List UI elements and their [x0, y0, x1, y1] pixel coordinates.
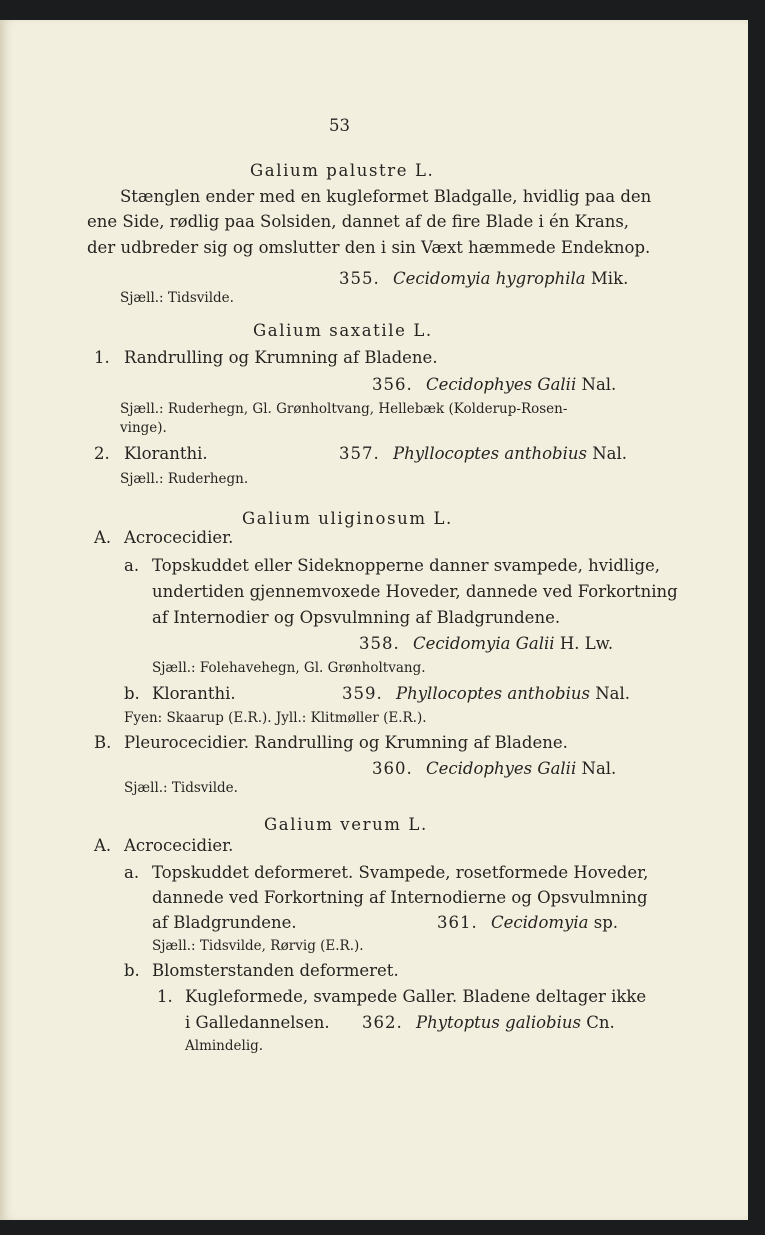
species-name: Cecidomyia hygrophila: [393, 269, 586, 288]
species-number: 357.: [339, 444, 380, 463]
description-line: Topskuddet eller Sideknopperne danner svampede, hvidlige,: [152, 556, 661, 575]
group-text: Pleurocecidier. Randrulling og Krumning af Bladene.: [124, 733, 568, 752]
sub-label: b.: [124, 684, 140, 703]
item-label: 1.: [157, 987, 173, 1006]
sub-label: a.: [124, 556, 140, 575]
species-name: Phyllocoptes anthobius: [393, 444, 587, 463]
section-heading: Galium uliginosum L.: [242, 509, 453, 528]
species-entry: [372, 759, 616, 778]
species-number: 358.: [359, 634, 400, 653]
species-number: 361.: [437, 913, 478, 932]
species-author: Mik.: [590, 269, 629, 288]
species-author: Nal.: [581, 375, 617, 394]
species-entry: [437, 913, 618, 932]
species-number: 360.: [372, 759, 413, 778]
species-number: 362.: [362, 1013, 403, 1032]
species-author: sp.: [593, 913, 619, 932]
species-name: Cecidomyia: [491, 913, 589, 932]
description-line: af Internodier og Opsvulmning af Bladgrundene.: [152, 608, 561, 627]
section-heading: Galium verum L.: [264, 815, 428, 834]
description-line: Topskuddet deformeret. Svampede, rosetformede Hoveder,: [152, 863, 649, 882]
group-label: B.: [94, 733, 112, 752]
description-line: undertiden gjennemvoxede Hoveder, dannede ved Forkortning: [152, 582, 678, 601]
locality: Sjæll.: Folehavehegn, Gl. Grønholtvang.: [152, 660, 426, 676]
group-label: A.: [94, 836, 112, 855]
description-line: dannede ved Forkortning af Internodierne og Opsvulmning: [152, 888, 648, 907]
locality: Sjæll.: Tidsvilde.: [120, 290, 234, 306]
item-label: 1.: [94, 348, 110, 367]
locality: Fyen: Skaarup (E.R.). Jyll.: Klitmøller (E.R.).: [124, 710, 427, 726]
item-label: 2.: [94, 444, 110, 463]
species-author: Nal.: [581, 759, 617, 778]
sub-label: a.: [124, 863, 140, 882]
species-number: 355.: [339, 269, 380, 288]
group-text: Acrocecidier.: [124, 836, 234, 855]
species-entry: [359, 634, 613, 653]
page-number: 53: [329, 116, 350, 135]
species-entry: [362, 1013, 615, 1032]
description-line: Kugleformede, svampede Galler. Bladene deltager ikke: [185, 987, 647, 1006]
sub-label: b.: [124, 961, 140, 980]
species-author: Nal.: [592, 444, 628, 463]
note: Almindelig.: [185, 1038, 264, 1054]
species-name: Cecidomyia Galii: [413, 634, 555, 653]
item-text: Blomsterstanden deformeret.: [152, 961, 399, 980]
locality: Sjæll.: Tidsvilde.: [124, 780, 238, 796]
species-name: Phytoptus galiobius: [416, 1013, 581, 1032]
section-heading: Galium palustre L.: [250, 161, 435, 180]
description-line: der udbreder sig og omslutter den i sin Væxt hæmmede Endeknop.: [87, 238, 651, 257]
locality: vinge).: [120, 420, 167, 436]
item-text: Kloranthi.: [124, 444, 208, 463]
species-entry: [339, 269, 628, 288]
species-name: Phyllocoptes anthobius: [396, 684, 590, 703]
species-author: H. Lw.: [559, 634, 614, 653]
locality: Sjæll.: Ruderhegn, Gl. Grønholtvang, Hellebæk (Kolderup-Rosen-: [120, 401, 568, 417]
locality: Sjæll.: Ruderhegn.: [120, 471, 249, 487]
item-text: Kloranthi.: [152, 684, 236, 703]
species-entry: [342, 684, 630, 703]
species-number: 359.: [342, 684, 383, 703]
book-page: [2, 20, 748, 1220]
section-heading: Galium saxatile L.: [253, 321, 433, 340]
description-line: ene Side, rødlig paa Solsiden, dannet af de fire Blade i én Krans,: [87, 212, 630, 231]
species-entry: [339, 444, 627, 463]
species-entry: [372, 375, 616, 394]
species-author: Nal.: [595, 684, 631, 703]
description-line: Stænglen ender med en kugleformet Bladgalle, hvidlig paa den: [120, 187, 652, 206]
locality: Sjæll.: Tidsvilde, Rørvig (E.R.).: [152, 938, 364, 954]
species-name: Cecidophyes Galii: [426, 759, 577, 778]
species-name: Cecidophyes Galii: [426, 375, 577, 394]
species-author: Cn.: [586, 1013, 615, 1032]
species-number: 356.: [372, 375, 413, 394]
description-line: af Bladgrundene.: [152, 913, 297, 932]
group-label: A.: [94, 528, 112, 547]
description-line: i Galledannelsen.: [185, 1013, 330, 1032]
item-text: Randrulling og Krumning af Bladene.: [124, 348, 438, 367]
group-text: Acrocecidier.: [124, 528, 234, 547]
